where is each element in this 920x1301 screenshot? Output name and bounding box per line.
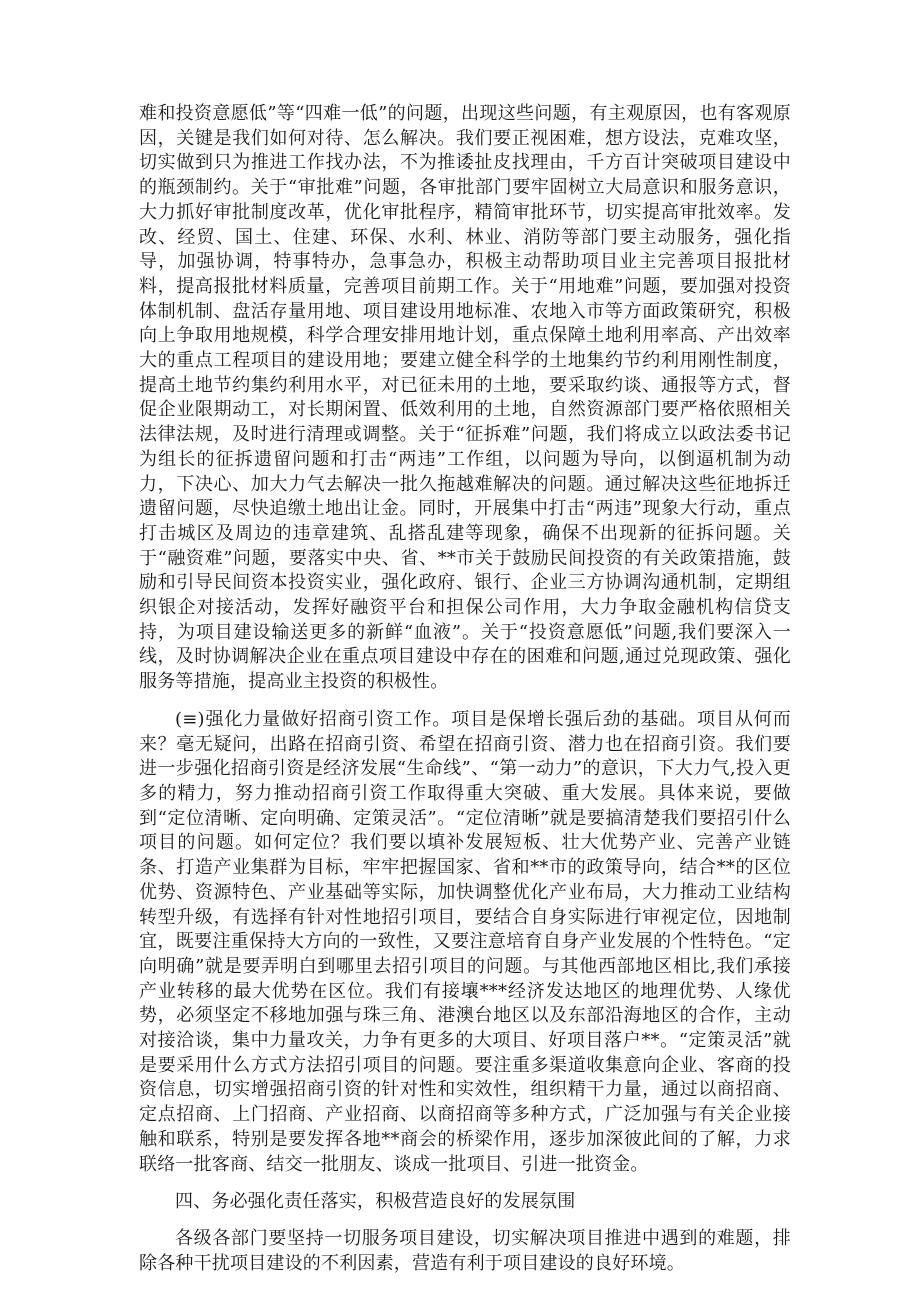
document-page: [139, 102, 791, 1276]
paragraph-approval-land-financing: 难和投资意愿低”等“四难一低”的问题，出现这些问题，有主观原因，也有客观原因，关键是我们如何对待、怎么解决。我们要正视困难，想方设法，克难攻坚，切实做到只为推进工作找办法，不为推诿扯皮找理由，千方百计突破项目建设中的瓶颈制约。关于“审批难”问题，各审批部门要牢固树立大局意识和服务意识，大力抓好审批制度改革，优化审批程序，精简审批环节，切实提高审批效率。发改、经贸、国土、住建、环保、水利、林业、消防等部门要主动服务，强化指导，加强协调，特事特办，急事急办，积极主动帮助项目业主完善项目报批材料，提高报批材料质量，完善项目前期工作。关于“用地难”问题，要加强对投资体制机制、盘活存量用地、项目建设用地标准、农地入市等方面政策研究，积极向上争取用地规模，科学合理安排用地计划，重点保障土地利用率高、产出效率大的重点工程项目的建设用地；要建立健全科学的土地集约节约利用刚性制度，提高土地节约集约利用水平，对已征未用的土地，要采取约谈、通报等方式，督促企业限期动工，对长期闲置、低效利用的土地，自然资源部门要严格依照相关法律法规，及时进行清理或调整。关于“征拆难”问题，我们将成立以政法委书记为组长的征拆遗留问题和打击“两违”工作组，以问题为导向，以倒逼机制为动力，下决心、加大力气去解决一批久拖越难解决的问题。通过解决这些征地拆迁遗留问题，尽快追缴土地出让金。同时，开展集中打击“两违”现象大行动，重点打击城区及周边的违章建筑、乱搭乱建等现象，确保不出现新的征拆问题。关于“融资难”问题，要落实中央、省、**市关于鼓励民间投资的有关政策措施，鼓励和引导民间资本投资实业，强化政府、银行、企业三方协调沟通机制，定期组织银企对接活动，发挥好融资平台和担保公司作用，大力争取金融机构信贷支持，为项目建设输送更多的新鲜“血液”。关于“投资意愿低”问题,我们要深入一线，及时协调解决企业在重点项目建设中存在的困难和问题,通过兑现政策、强化服务等措施，提高业主投资的积极性。: [139, 103, 791, 693]
paragraph-investment-attraction: (≡)强化力量做好招商引资工作。项目是保增长强后劲的基础。项目从何而来？毫无疑问，出路在招商引资、希望在招商引资、潜力也在招商引资。我们要进一步强化招商引资是经济发展“生命线”、“第一动力”的意识，下大力气,投入更多的精力，努力推动招商引资工作取得重大突破、重大发展。具体来说，要做到“定位清晰、定向明确、定策灵活”。“定位清晰”就是要搞清楚我们要招引什么项目的问题。如何定位？我们要以填补发展短板、壮大优势产业、完善产业链条、打造产业集群为目标，牢牢把握国家、省和**市的政策导向，结合**的区位优势、资源特色、产业基础等实际，加快调整优化产业布局，大力推动工业结构转型升级，有选择有针对性地招引项目，要结合自身实际进行审视定位，因地制宜，既要注重保持大方向的一致性，又要注意培育自身产业发展的个性特色。“定向明确”就是要弄明白到哪里去招引项目的问题。与其他西部地区相比,我们承接产业转移的最大优势在区位。我们有接壤***经济发达地区的地理优势、人缘优势，必须坚定不移地加强与珠三角、港澳台地区以及东部沿海地区的合作，主动对接洽谈，集中力量攻关，力争有更多的大项目、好项目落户**。“定策灵活”就是要采用什么方式方法招引项目的问题。要注重多渠道收集意向企业、客商的投资信息，切实增强招商引资的针对性和实效性，组织精干力量，通过以商招商、定点招商、上门招商、产业招商、以商招商等多种方式，广泛加强与有关企业接触和联系，特别是要发挥各地**商会的桥梁作用，逐步加深彼此间的了解，力求联络一批客商、结交一批朋友、谈成一批项目、引进一批资金。: [139, 708, 791, 1175]
paragraph-service-environment: 各级各部门要坚持一切服务项目建设，切实解决项目推进中遇到的难题，排除各种干扰项目建设的不利因素，营造有利于项目建设的良好环境。: [139, 1227, 791, 1274]
section-heading-responsibility: 四、务必强化责任落实，积极营造良好的发展氛围: [175, 1191, 576, 1213]
